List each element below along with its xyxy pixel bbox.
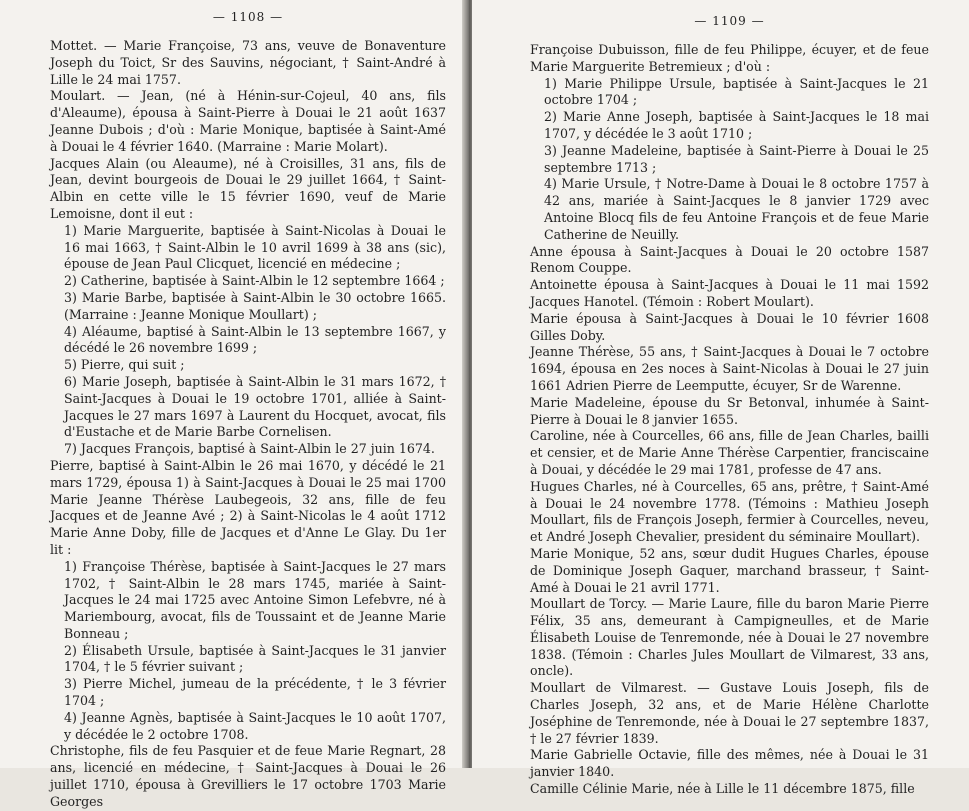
entry-paragraph: Moulart. — Jean, (né à Hénin-sur-Cojeul, 40 ans, fils d'Aleaume), épousa à Saint-Pierre à Douai le 21 août 1637 Jeanne Dubois ; d'où : Marie Monique, baptisée à Saint-Amé à Douai le 4 février 1640. (Marraine : Marie Molart).	[50, 88, 446, 154]
entry-paragraph: Marie épousa à Saint-Jacques à Douai le 10 février 1608 Gilles Doby.	[530, 310, 929, 343]
entry-paragraph: Marie Madeleine, épouse du Sr Betonval, inhumée à Saint-Pierre à Douai le 8 janvier 1655.	[530, 394, 929, 427]
right-page	[472, 0, 969, 797]
entry-paragraph: Marie Gabrielle Octavie, fille des mêmes, née à Douai le 31 janvier 1840.	[530, 747, 929, 780]
entry-paragraph: Pierre, baptisé à Saint-Albin le 26 mai 1670, y décédé le 21 mars 1729, épousa 1) à Saint-Jacques à Douai le 25 mai 1700 Marie Jeanne Thérèse Laubegeois, 32 ans, fille de feu Jacques et de Jeanne Avé ; 2) à Saint-Nicolas le 4 août 1712 Marie Anne Doby, fille de Jacques et d'Anne Le Glay. Du 1er lit :	[50, 457, 446, 557]
entry-paragraph: Marie Monique, 52 ans, sœur dudit Hugues Charles, épouse de Dominique Joseph Gaquer, marchand brasseur, † Saint-Amé à Douai le 21 avril 1771.	[530, 545, 929, 595]
child-item: 1) Françoise Thérèse, baptisée à Saint-Jacques le 27 mars 1702, † Saint-Albin le 28 mars 1745, mariée à Saint-Jacques le 24 mai 1725 avec Antoine Simon Lefebvre, né à Mariembourg, avocat, fils de Toussaint et de Jeanne Marie Bonneau ;	[64, 558, 446, 641]
entry-paragraph: Hugues Charles, né à Courcelles, 65 ans, prêtre, † Saint-Amé à Douai le 24 novembre 1778. (Témoins : Mathieu Joseph Moullart, fils de François Joseph, fermier à Courcelles, neveu, et André Joseph Chevalier, president du séminaire Moullart).	[530, 478, 929, 545]
entry-paragraph: Jeanne Thérèse, 55 ans, † Saint-Jacques à Douai le 7 octobre 1694, épousa en 2es noces à Saint-Nicolas à Douai le 27 juin 1661 Adrien Pierre de Leemputte, écuyer, Sr de Warenne.	[530, 344, 929, 393]
child-item: 1) Marie Marguerite, baptisée à Saint-Nicolas à Douai le 16 mai 1663, † Saint-Albin le 10 avril 1699 à 38 ans (sic), épouse de Jean Paul Clicquet, licencié en médecine ;	[64, 222, 446, 272]
child-item: 3) Pierre Michel, jumeau de la précédente, † le 3 février 1704 ;	[64, 676, 446, 709]
child-item: 5) Pierre, qui suit ;	[64, 357, 185, 373]
child-item: 2) Élisabeth Ursule, baptisée à Saint-Jacques le 31 janvier 1704, † le 5 février suivant ;	[64, 642, 446, 675]
entry-paragraph: Jacques Alain (ou Aleaume), né à Croisilles, 31 ans, fils de Jean, devint bourgeois de Douai le 29 juillet 1664, † Saint-Albin en cette ville le 15 février 1690, veuf de Marie Lemoisne, dont il eut :	[50, 155, 446, 221]
left-page	[0, 0, 466, 809]
entry-paragraph: Antoinette épousa à Saint-Jacques à Douai le 11 mai 1592 Jacques Hanotel. (Témoin : Robert Moulart).	[530, 277, 929, 309]
child-item: 7) Jacques François, baptisé à Saint-Albin le 27 juin 1674.	[64, 441, 435, 457]
child-item: 2) Marie Anne Joseph, baptisée à Saint-Jacques le 18 mai 1707, y décédée le 3 août 1710 ;	[544, 109, 929, 141]
entry-paragraph: Christophe, fils de feu Pasquier et de feue Marie Regnart, 28 ans, licencié en médecine, † Saint-Jacques à Douai le 26 juillet 1710, épousa à Grevilliers le 17 octobre 1703 Marie Georges	[50, 743, 446, 809]
entry-paragraph: Caroline, née à Courcelles, 66 ans, fille de Jean Charles, bailli et censier, et de Marie Anne Thérèse Carpentier, franciscaine à Douai, y décédée le 29 mai 1781, professe de 47 ans.	[530, 428, 929, 477]
child-item: 4) Marie Ursule, † Notre-Dame à Douai le 8 octobre 1757 à 42 ans, mariée à Saint-Jacques le 8 janvier 1729 avec Antoine Blocq fils de feu Antoine François et de feue Marie Catherine de Neuilly.	[544, 176, 929, 242]
entry-paragraph: Mottet. — Marie Françoise, 73 ans, veuve de Bonaventure Joseph du Toict, Sr des Sauvins, négociant, † Saint-André à Lille le 24 mai 1757.	[50, 38, 446, 87]
child-item: 4) Jeanne Agnès, baptisée à Saint-Jacques le 10 août 1707, y décédée le 2 octobre 1708.	[64, 709, 446, 742]
child-item: 6) Marie Joseph, baptisée à Saint-Albin le 31 mars 1672, † Saint-Jacques à Douai le 19 octobre 1701, alliée à Saint-Jacques le 27 mars 1697 à Laurent du Hocquet, avocat, fils d'Eustache et de Marie Barbe Cornelisen.	[64, 373, 446, 440]
page-text	[530, 42, 929, 798]
child-item: 4) Aléaume, baptisé à Saint-Albin le 13 septembre 1667, y décédé le 26 novembre 1699 ;	[64, 323, 446, 356]
entry-paragraph: Camille Célinie Marie, née à Lille le 11 décembre 1875, fille	[530, 781, 915, 797]
page-text	[50, 38, 446, 811]
page-number: — 1108 —	[212, 10, 284, 24]
child-item: 1) Marie Philippe Ursule, baptisée à Saint-Jacques le 21 octobre 1704 ;	[544, 75, 929, 108]
child-item: 2) Catherine, baptisée à Saint-Albin le 12 septembre 1664 ;	[64, 273, 445, 289]
entry-paragraph: Moullart de Torcy. — Marie Laure, fille du baron Marie Pierre Félix, 35 ans, demeurant à Campigneulles, et de Marie Élisabeth Louise de Tenremonde, née à Douai le 27 novembre 1838. (Témoin : Charles Jules Moullart de Vilmarest, 33 ans, oncle).	[530, 596, 929, 679]
entry-paragraph: Anne épousa à Saint-Jacques à Douai le 20 octobre 1587 Renom Couppe.	[530, 243, 929, 276]
entry-paragraph: Françoise Dubuisson, fille de feu Philippe, écuyer, et de feue Marie Marguerite Betremieux ; d'où :	[530, 42, 929, 74]
child-item: 3) Jeanne Madeleine, baptisée à Saint-Pierre à Douai le 25 septembre 1713 ;	[544, 142, 929, 175]
entry-paragraph: Moullart de Vilmarest. — Gustave Louis Joseph, fils de Charles Joseph, 32 ans, et de Marie Hélène Charlotte Joséphine de Tenremonde, née à Douai le 27 septembre 1837, † le 27 février 1839.	[530, 680, 929, 746]
child-item: 3) Marie Barbe, baptisée à Saint-Albin le 30 octobre 1665. (Marraine : Jeanne Monique Moullart) ;	[64, 289, 446, 322]
page-number: — 1109 —	[694, 14, 765, 28]
